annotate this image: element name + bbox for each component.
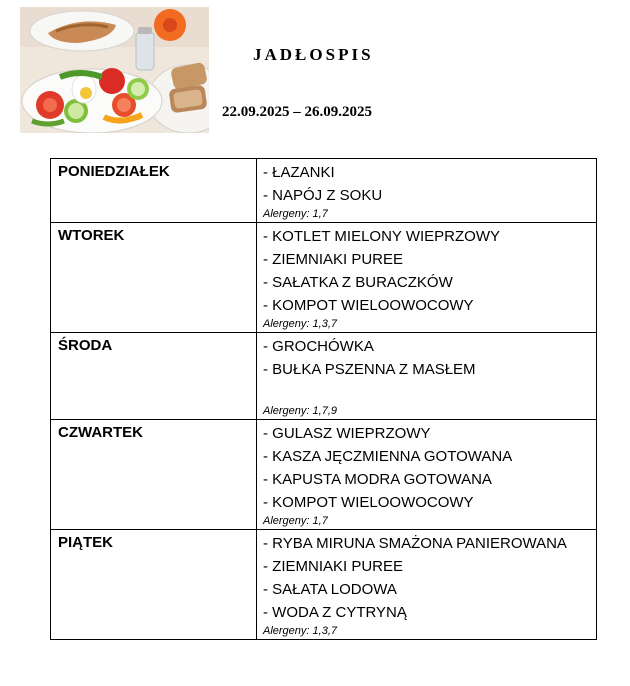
page-title: JADŁOSPIS xyxy=(253,45,374,64)
dish-item: - GROCHÓWKA xyxy=(263,338,374,355)
dish-item: - SAŁATA LODOWA xyxy=(263,581,397,598)
day-name: PONIEDZIAŁEK xyxy=(51,159,257,223)
dishes-cell xyxy=(257,530,597,640)
day-name: ŚRODA xyxy=(51,333,257,420)
dish-item: - WODA Z CYTRYNĄ xyxy=(263,604,407,621)
dish-item: - RYBA MIRUNA SMAŻONA PANIEROWANA xyxy=(263,535,567,552)
dish-item: - KOMPOT WIELOOWOCOWY xyxy=(263,494,474,511)
allergens-note: Alergeny: 1,7 xyxy=(263,515,328,527)
menu-row-wednesday xyxy=(51,333,597,420)
allergens-note: Alergeny: 1,7,9 xyxy=(263,405,337,417)
menu-row-monday xyxy=(51,159,597,223)
food-plate-photo-icon xyxy=(20,7,209,133)
dish-item: - KAPUSTA MODRA GOTOWANA xyxy=(263,471,492,488)
empty-line xyxy=(263,381,596,404)
menu-row-friday xyxy=(51,530,597,640)
dish-item: - SAŁATKA Z BURACZKÓW xyxy=(263,274,453,291)
menu-row-thursday xyxy=(51,420,597,530)
dish-item: - NAPÓJ Z SOKU xyxy=(263,187,383,204)
dish-item: - ZIEMNIAKI PUREE xyxy=(263,558,404,575)
menu-table xyxy=(50,158,597,640)
day-name: PIĄTEK xyxy=(51,530,257,640)
dish-item: - KOMPOT WIELOOWOCOWY xyxy=(263,297,474,314)
menu-row-tuesday xyxy=(51,223,597,333)
food-photo xyxy=(20,7,209,133)
day-name: WTOREK xyxy=(51,223,257,333)
dishes-cell xyxy=(257,333,597,420)
date-range: 22.09.2025 – 26.09.2025 xyxy=(222,104,372,120)
allergens-note: Alergeny: 1,3,7 xyxy=(263,625,337,637)
dishes-cell xyxy=(257,159,597,223)
dish-item: - BUŁKA PSZENNA Z MASŁEM xyxy=(263,361,476,378)
allergens-note: Alergeny: 1,3,7 xyxy=(263,318,337,330)
dishes-cell xyxy=(257,420,597,530)
dish-item: - KASZA JĘCZMIENNA GOTOWANA xyxy=(263,448,513,465)
dish-item: - ZIEMNIAKI PUREE xyxy=(263,251,404,268)
day-name: CZWARTEK xyxy=(51,420,257,530)
dishes-cell xyxy=(257,223,597,333)
dish-item: - KOTLET MIELONY WIEPRZOWY xyxy=(263,228,500,245)
dish-item: - GULASZ WIEPRZOWY xyxy=(263,425,431,442)
allergens-note: Alergeny: 1,7 xyxy=(263,208,328,220)
dish-item: - ŁAZANKI xyxy=(263,164,335,181)
